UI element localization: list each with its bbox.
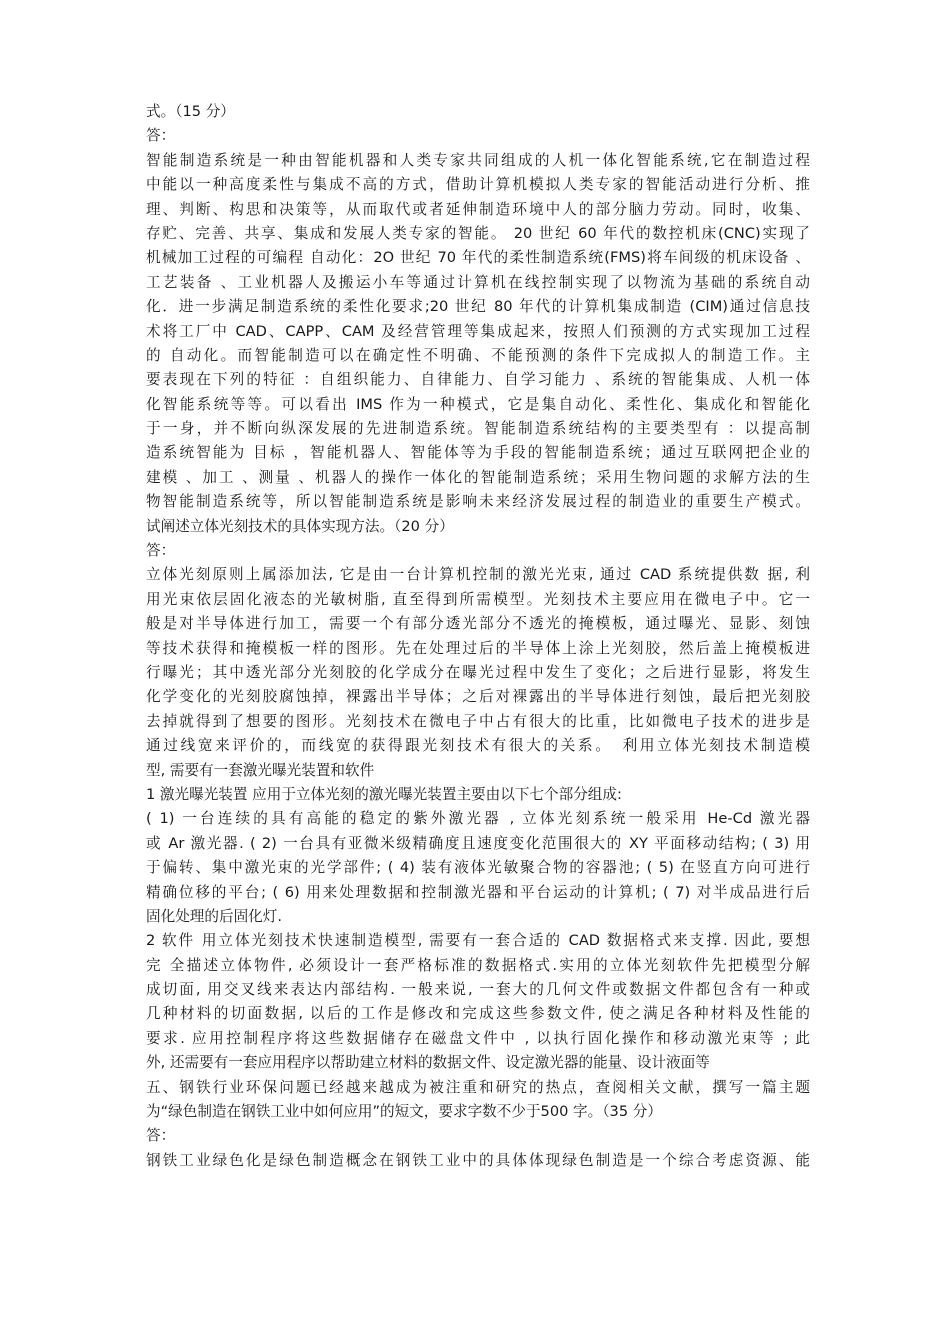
text-line: 等技术获得和掩模板一样的图形。先在处理过后的半导体上涂上光刻胶，然后盖上掩模板进 (146, 639, 810, 657)
text-line: 行曝光；其中透光部分光刻胶的化学成分在曝光过程中发生了变化；之后进行显影，将发生 (146, 663, 810, 681)
text-line: 答： (146, 542, 176, 560)
text-line: 的 自动化。而智能制造可以在确定性不明确、不能预测的条件下完成拟人的制造工作。主 (146, 346, 810, 364)
text-line: 型, 需要有一套激光曝光装置和软件 (146, 761, 375, 779)
text-line: 要求. 应用控制程序将这些数据储存在磁盘文件中 , 以执行固化操作和移动激光束等 ; 此 (146, 1029, 810, 1047)
text-line: 智能制造系统是一种由智能机器和人类专家共同组成的人机一体化智能系统,它在制造过程 (146, 151, 810, 169)
text-line: 化智能系统等等。可以看出 IMS 作为一种模式，它是集自动化、柔性化、集成化和智能化 (146, 395, 810, 413)
text-line: 为“绿色制造在钢铁工业中如何应用”的短文，要求字数不少于500 字。（35 分） (146, 1103, 662, 1121)
text-line: 完 全描述立体物件, 必须设计一套严格标准的数据格式.实用的立体光刻软件先把模型分解 (146, 956, 810, 974)
text-line: 外, 还需要有一套应用程序以帮助建立材料的数据文件、设定激光器的能量、设计液面等 (146, 1054, 710, 1072)
text-line: 去掉就得到了想要的图形。光刻技术在微电子中占有很大的比重，比如微电子技术的进步是 (146, 712, 810, 730)
text-line: 固化处理的后固化灯. (146, 907, 282, 925)
text-line: 存贮、完善、共享、集成和发展人类专家的智能。 20 世纪 60 年代的数控机床(CNC)实现了 (146, 224, 810, 242)
text-line: ( 1) 一台连续的具有高能的稳定的紫外激光器 , 立体光刻系统一般采用 He-Cd 激光器 (146, 810, 810, 828)
text-line: 2 软件 用立体光刻技术快速制造模型, 需要有一套合适的 CAD 数据格式来支撑. 因此, 要想 (146, 932, 810, 950)
text-line: 要表现在下列的特征 ：自组织能力、自律能力、自学习能力 、系统的智能集成、人机一体 (146, 371, 810, 389)
text-line: 立体光刻原则上属添加法, 它是由一台计算机控制的激光光束, 通过 CAD 系统提供数 据, 利 (146, 566, 810, 584)
text-line: 答： (146, 127, 176, 145)
text-line: 试阐述立体光刻技术的具体实现方法。（20 分） (146, 517, 454, 535)
text-line: 几种材料的切面数据, 以后的工作是修改和完成这些参数文件, 使之满足各种材料及性能的 (146, 1005, 810, 1023)
text-line: 机械加工过程的可编程 自动化：2O 世纪 70 年代的柔性制造系统(FMS)将车间级的机床设备 、 (146, 249, 810, 267)
text-line: 建模 、加工 、测量 、机器人的操作一体化的智能制造系统；采用生物问题的求解方法的生 (146, 468, 810, 486)
text-line: 用光束依层固化液态的光敏树脂, 直至得到所需模型。光刻技术主要应用在微电子中。它一 (146, 590, 810, 608)
text-line: 五、钢铁行业环保问题已经越来越成为被注重和研究的热点，查阅相关文献，撰写一篇主题 (146, 1078, 810, 1096)
text-line: 成切面, 用交叉线来表达内部结构. 一般来说, 一套大的几何文件或数据文件都包含有一种或 (146, 981, 810, 999)
text-line: 或 Ar 激光器. ( 2) 一台具有亚微米级精确度且速度变化范围很大的 XY 平面移动结构; ( 3) 用 (146, 834, 810, 852)
text-line: 式。（15 分） (146, 103, 235, 120)
text-line: 术将工厂中 CAD、CAPP、CAM 及经营管理等集成起来，按照人们预测的方式实现加工过程 (146, 322, 810, 340)
text-line: 答： (146, 1127, 176, 1145)
text-line: 1 激光曝光装置 应用于立体光刻的激光曝光装置主要由以下七个部分组成: (146, 785, 622, 803)
text-line: 精确位移的平台; ( 6) 用来处理数据和控制激光器和平台运动的计算机; ( 7) 对半成品进行后 (146, 883, 810, 901)
document-page (146, 100, 810, 1173)
text-line: 造系统智能为 目标 ，智能机器人、智能体等为手段的智能制造系统；通过互联网把企业的 (146, 444, 810, 462)
text-line: 物智能制造系统等，所以智能制造系统是影响未来经济发展过程的制造业的重要生产模式。 (146, 493, 810, 511)
text-line: 钢铁工业绿色化是绿色制造概念在钢铁工业中的具体体现绿色制造是一个综合考虑资源、能 (146, 1151, 810, 1169)
text-line: 通过线宽来评价的，而线宽的获得跟光刻技术有很大的关系。 利用立体光刻技术制造模 (146, 737, 810, 755)
text-line: 于一身，并不断向纵深发展的先进制造系统。智能制造系统结构的主要类型有 ：以提高制 (146, 420, 810, 438)
text-line: 于偏转、集中激光束的光学部件; ( 4) 装有液体光敏聚合物的容器池; ( 5) 在竖直方向可进行 (146, 859, 810, 877)
text-line: 般是对半导体进行加工，需要一个有部分透光部分不透光的掩模板，通过曝光、显影、刻蚀 (146, 615, 810, 633)
text-line: 中能以一种高度柔性与集成不高的方式，借助计算机模拟人类专家的智能活动进行分析、推 (146, 176, 810, 194)
text-line: 化．进一步满足制造系统的柔性化要求;20 世纪 80 年代的计算机集成制造 (CIM)通过信息技 (146, 298, 810, 316)
text-line: 工艺装备 、工业机器人及搬运小车等通过计算机在线控制实现了以物流为基础的系统自动 (146, 273, 810, 291)
text-line: 化学变化的光刻胶腐蚀掉，裸露出半导体；之后对裸露出的半导体进行刻蚀，最后把光刻胶 (146, 688, 810, 706)
text-line: 理、判断、构思和决策等，从而取代或者延伸制造环境中人的部分脑力劳动。同时，收集、 (146, 200, 810, 218)
